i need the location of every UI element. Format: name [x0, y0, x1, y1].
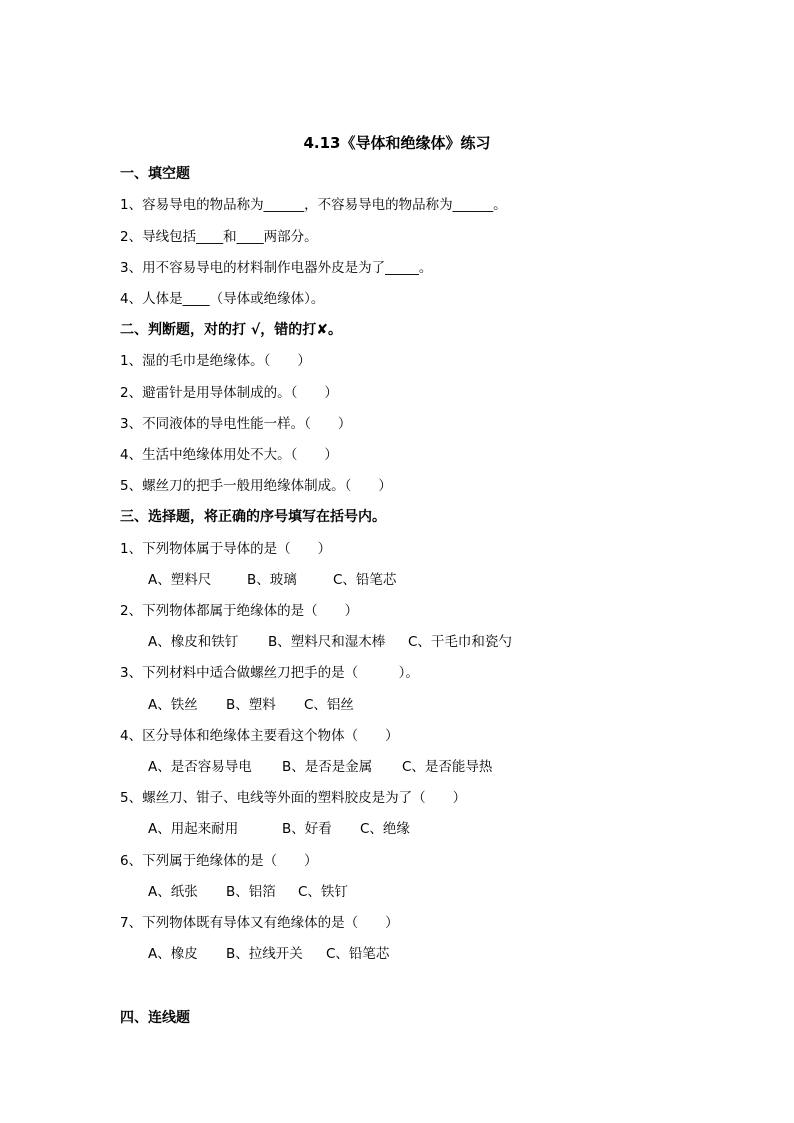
choice-option: A、是否容易导电 [148, 759, 252, 775]
true-false-question: 3、不同液体的导电性能一样。（ ） [120, 416, 352, 432]
choice-options [148, 756, 492, 778]
true-false-question: 5、螺丝刀的把手一般用绝缘体制成。（ ） [120, 478, 392, 494]
true-false-question: 2、避雷针是用导体制成的。（ ） [120, 385, 338, 401]
section-heading-fill-blank: 一、填空题 [120, 166, 190, 182]
choice-option: B、好看 [282, 821, 332, 837]
true-false-question: 4、生活中绝缘体用处不大。（ ） [120, 447, 338, 463]
fill-blank-question: 4、人体是____（导体或绝缘体）。 [120, 291, 325, 307]
true-false-question: 1、湿的毛巾是绝缘体。（ ） [120, 353, 311, 369]
fill-blank-question: 2、导线包括____和____两部分。 [120, 229, 318, 245]
section-heading-matching: 四、连线题 [120, 1010, 190, 1026]
choice-question: 1、下列物体属于导体的是（ ） [120, 541, 332, 557]
choice-options [148, 818, 410, 840]
choice-option: B、塑料 [226, 697, 276, 713]
choice-option: A、铁丝 [148, 697, 198, 713]
choice-question: 5、螺丝刀、钳子、电线等外面的塑料胶皮是为了（ ） [120, 790, 467, 806]
choice-question: 4、区分导体和绝缘体主要看这个物体（ ） [120, 728, 399, 744]
choice-question: 2、下列物体都属于绝缘体的是（ ） [120, 603, 359, 619]
choice-option: C、铝丝 [304, 697, 354, 713]
choice-options [148, 881, 348, 903]
choice-option: C、铁钉 [298, 884, 348, 900]
choice-option: A、橡皮 [148, 946, 198, 962]
choice-options [148, 631, 512, 653]
fill-blank-question: 1、容易导电的物品称为______，不容易导电的物品称为______。 [120, 197, 507, 213]
choice-option: C、铅笔芯 [333, 572, 397, 588]
page-title: 4.13《导体和绝缘体》练习 [303, 134, 491, 152]
choice-options [148, 694, 354, 716]
choice-question: 6、下列属于绝缘体的是（ ） [120, 853, 318, 869]
choice-option: B、铝箔 [226, 884, 276, 900]
choice-options [148, 569, 396, 591]
section-heading-true-false: 二、判断题，对的打 √，错的打✘。 [120, 322, 342, 338]
choice-option: A、用起来耐用 [148, 821, 239, 837]
choice-option: C、绝缘 [360, 821, 410, 837]
choice-option: A、塑料尺 [148, 572, 212, 588]
section-heading-multiple-choice: 三、选择题，将正确的序号填写在括号内。 [120, 509, 386, 525]
choice-option: C、铅笔芯 [326, 946, 390, 962]
fill-blank-question: 3、用不容易导电的材料制作电器外皮是为了_____。 [120, 260, 433, 276]
choice-option: A、橡皮和铁钉 [148, 634, 239, 650]
choice-question: 7、下列物体既有导体又有绝缘体的是（ ） [120, 915, 399, 931]
choice-option: B、塑料尺和湿木棒 [268, 634, 386, 650]
choice-option: B、拉线开关 [226, 946, 303, 962]
choice-option: A、纸张 [148, 884, 198, 900]
choice-option: B、是否是金属 [282, 759, 373, 775]
choice-option: C、是否能导热 [402, 759, 493, 775]
choice-options [148, 943, 389, 965]
choice-question: 3、下列材料中适合做螺丝刀把手的是（ ）。 [120, 665, 419, 681]
choice-option: C、干毛巾和瓷勺 [408, 634, 512, 650]
choice-option: B、玻璃 [247, 572, 297, 588]
